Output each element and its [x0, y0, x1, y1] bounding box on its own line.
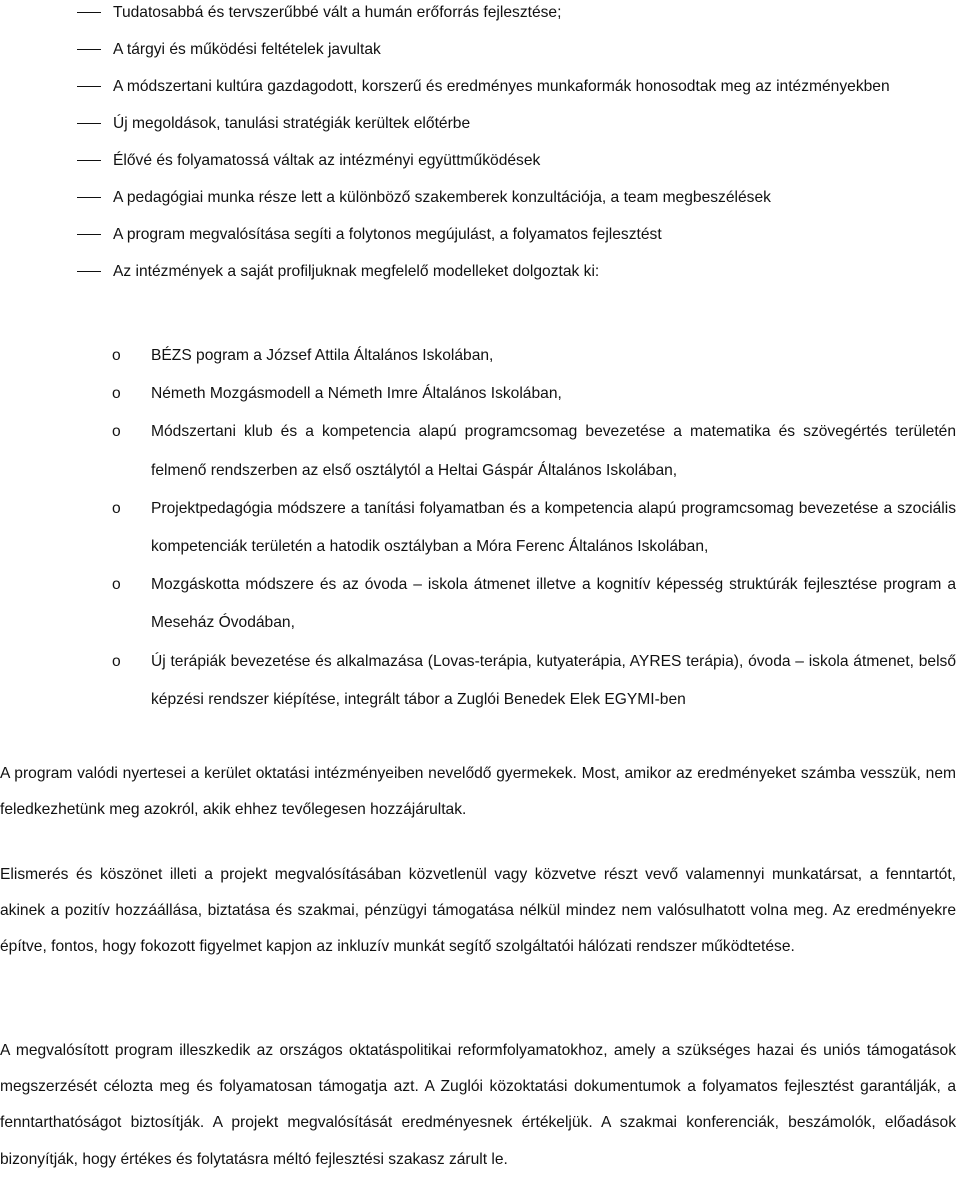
- dash-list-item: [0, 105, 960, 142]
- dash-bullet-icon: [77, 271, 101, 272]
- dash-item-text: Élővé és folyamatossá váltak az intézményi együttműködések: [113, 152, 541, 169]
- dash-list-item: [0, 0, 960, 31]
- o-item-text: Új terápiák bevezetése és alkalmazása (Lovas-terápia, kutyaterápia, AYRES terápia), óvoda – iskola átmenet, belső képzési rendszer kiépítése, integrált tábor a Zuglói Benedek Elek EGYMI-ben: [151, 652, 956, 708]
- dash-item-text: Új megoldások, tanulási stratégiák kerültek előtérbe: [113, 115, 471, 132]
- o-list-item: [0, 566, 960, 642]
- circle-bullet-icon: o: [112, 423, 121, 441]
- dash-item-text: A módszertani kultúra gazdagodott, korszerű és eredményes munkaformák honosodtak meg az intézményekben: [113, 78, 890, 95]
- circle-bullet-icon: o: [112, 576, 121, 594]
- paragraph-acknowledgement: Elismerés és köszönet illeti a projekt megvalósításában közvetlenül vagy közvetve részt vevő valamennyi munkatársat, a fenntartót, akinek a pozitív hozzáállása, biztatása és szakmai, pénzügyi támogatása nélkül mindez nem valósulhatott volna meg. Az eredményekre építve, fontos, hogy fokozott figyelmet kapjon az inkluzív munkát segítő szolgáltatói hálózati rendszer működtetése.: [0, 866, 956, 956]
- paragraph-conclusion: A megvalósított program illeszkedik az országos oktatáspolitikai reformfolyamatokhoz, amely a szükséges hazai és uniós támogatások megszerzését célozta meg és folyamatosan támogatja azt. A Zuglói közoktatási dokumentumok a folyamatos fejlesztést garantálják, a fenntarthatóságot biztosítják. A projekt megvalósítását eredményesnek értékeljük. A szakmai konferenciák, beszámolók, előadások bizonyítják, hogy értékes és folytatásra méltó fejlesztési szakasz zárult le.: [0, 1042, 956, 1168]
- dash-bullet-icon: [77, 197, 101, 198]
- o-item-text: Projektpedagógia módszere a tanítási folyamatban és a kompetencia alapú programcsomag bevezetése a szociális kompetenciák területén a hatodik osztályban a Móra Ferenc Általános Iskolában,: [151, 499, 956, 556]
- circle-bullet-icon: o: [112, 347, 121, 364]
- dash-bullet-icon: [77, 160, 101, 161]
- achievements-dash-list: [0, 0, 960, 290]
- o-list-item: [0, 643, 960, 719]
- dash-list-item: [0, 179, 960, 216]
- o-item-text: BÉZS pogram a József Attila Általános Iskolában,: [151, 347, 494, 364]
- dash-item-text: A program megvalósítása segíti a folytonos megújulást, a folyamatos fejlesztést: [113, 226, 662, 243]
- dash-bullet-icon: [77, 234, 101, 235]
- dash-item-text: A pedagógiai munka része lett a különböző szakemberek konzultációja, a team megbeszélések: [113, 189, 771, 206]
- dash-item-text: Tudatosabbá és tervszerűbbé vált a humán erőforrás fejlesztése;: [113, 4, 562, 21]
- o-list-item: [0, 375, 960, 413]
- circle-bullet-icon: o: [112, 499, 121, 517]
- o-list-item: [0, 337, 960, 375]
- paragraph-winners: A program valódi nyertesei a kerület oktatási intézményeiben nevelődő gyermekek. Most, amikor az eredményeket számba vesszük, nem feledkezhetünk meg azokról, akik ehhez tevőlegesen hozzájárultak.: [0, 765, 956, 819]
- dash-list-item: [0, 216, 960, 253]
- dash-item-text: Az intézmények a saját profiljuknak megfelelő modelleket dolgoztak ki:: [113, 263, 600, 280]
- circle-bullet-icon: o: [112, 385, 121, 403]
- dash-bullet-icon: [77, 86, 101, 87]
- institution-models-list: [0, 337, 960, 719]
- circle-bullet-icon: o: [112, 652, 121, 670]
- dash-bullet-icon: [77, 123, 101, 124]
- o-list-item: [0, 490, 960, 566]
- dash-item-text: A tárgyi és működési feltételek javultak: [113, 41, 381, 58]
- dash-list-item: [0, 31, 960, 68]
- o-item-text: Mozgáskotta módszere és az óvoda – iskola átmenet illetve a kognitív képesség struktúrák fejlesztése program a Meseház Óvodában,: [151, 576, 956, 632]
- o-list-item: [0, 413, 960, 489]
- dash-bullet-icon: [77, 49, 101, 50]
- dash-list-item: [0, 68, 960, 105]
- dash-bullet-icon: [77, 12, 101, 13]
- o-item-text: Németh Mozgásmodell a Németh Imre Általános Iskolában,: [151, 385, 562, 403]
- o-item-text: Módszertani klub és a kompetencia alapú programcsomag bevezetése a matematika és szövegértés területén felmenő rendszerben az első osztálytól a Heltai Gáspár Általános Iskolában,: [151, 423, 956, 479]
- dash-list-item: [0, 253, 960, 290]
- dash-list-item: [0, 142, 960, 179]
